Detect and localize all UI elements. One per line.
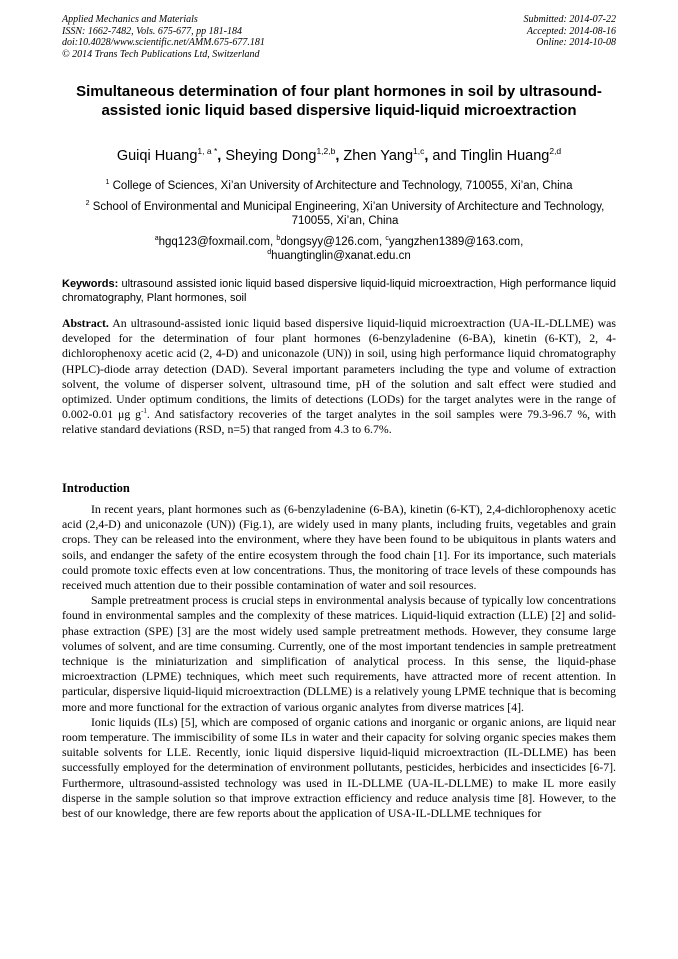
abstract-section [62,316,616,438]
email-address[interactable]: hgq123@foxmail.com [158,236,271,248]
online-date: Online: 2014-10-08 [536,37,616,48]
author-superscript: 1,2,b [316,146,336,156]
author-and: and [432,148,457,164]
email-address[interactable]: dongsyy@126.com [280,236,379,248]
abstract-text: An ultrasound-assisted ionic liquid based dispersive liquid-liquid microextraction (UA-IL-DLLME) was developed for the determination of four plant hormones (6-benzyladenine (6-BA), kinetin (6-KT), 2, 4-dichlorophenoxy acetic acid (2, 4-D) and uniconazole (UN)) in soil, using high performance liquid chromatography (HPLC)-diode array detection (DAD). Several important parameters including the type and volume of extraction solvent, the volume of disperser solvent, ultrasound time, pH of the solution and salt effect were studied and optimized. Under optimum conditions, the limits of detections (LODs) for the target analytes were in the range of 0.002-0.01 μg g [62,316,616,422]
author-name: Zhen Yang [343,148,414,164]
intro-paragraph: Sample pretreatment process is crucial steps in environmental analysis because of typically low concentrations found in environmental samples and the complexity of these matrices. Liquid-liquid extraction (LLE) [2] and solid-phase extraction (SPE) [3] are the most widely used sample pretreatment methods. However, they consume large volumes of solvent, and are time consuming. Currently, one of the most important tendencies in sample pretreatment technique is the miniaturization and simplification of analytical process. In this sense, the liquid-phase microextraction (LPME) techniques, which meet such requirements, have attracted more of recent attention. In particular, dispersive liquid-liquid microextraction (DLLME) is a relatively young LPME technique that is becoming more and more functional for the extraction of various organic analytes from diverse matrices [4]. [62,593,616,714]
affiliation-superscript: 1 [105,179,110,186]
issn-line: ISSN: 1662-7482, Vols. 675-677, pp 181-184 [62,25,242,37]
email-superscript: b [276,235,281,242]
intro-paragraph: Ionic liquids (ILs) [5], which are composed of organic cations and inorganic or organic anions, are liquid near room temperature. The immiscibility of some ILs in water and their capacity for solving organic species makes them suitable solvents for LLE. Recently, ionic liquid dispersive liquid-liquid microextraction (IL-DLLME) has been successfully employed for the determination of environment pollutants, pesticides, herbicides and insecticides [6-7]. Furthermore, ultrasound-assisted technology was used in IL-DLLME (UA-IL-DLLME) to make IL more easily disperse in the sample solution so that improve extraction efficiency and reduce analysis time [8]. However, to the best of our knowledge, there are few reports about the application of USA-IL-DLLME techniques for [62,714,616,821]
affiliation-1 [62,179,616,193]
author-name: Guiqi Huang [116,148,198,164]
author-name: Sheying Dong [225,148,317,164]
email-list: $^a$hgq123@foxmail.com, $^b$dongsyy@126.com, $^c$yangzhen1389@163.com, $^d$huangtinglin@xanat.edu.cn [154,235,524,262]
introduction-body [62,502,616,821]
keywords-label: Keywords: [62,278,119,290]
journal-header-right [524,14,617,49]
author-superscript: 1,c [413,146,425,156]
journal-name: Applied Mechanics and Materials [62,14,198,25]
section-heading-introduction: Introduction [62,481,130,495]
accepted-date: Accepted: 2014-08-16 [526,25,616,37]
author-superscript: 2,d [549,146,562,156]
journal-header-left [62,14,265,60]
abstract-superscript: -1 [141,407,147,416]
submitted-date: Submitted: 2014-07-22 [523,14,616,25]
abstract-text-end: . And satisfactory recoveries of the target analytes in the soil samples were 79.3-96.7 %, with relative standard deviations (RSD, n=5) that ranged from 4.3 to 6.7%. [62,407,616,437]
keywords-text: ultrasound assisted ionic liquid based dispersive liquid-liquid microextraction, High performance liquid chromatography, Plant hormones, soil [62,278,616,304]
affiliation-superscript: 2 [85,200,90,207]
email-address[interactable]: huangtinglin@xanat.edu.cn [271,250,411,262]
email-superscript: c [385,235,389,242]
copyright-line: © 2014 Trans Tech Publications Ltd, Switzerland [62,48,260,60]
email-superscript: d [267,249,272,256]
paper-title: Simultaneous determination of four plant hormones in soil by ultrasound-assisted ionic liquid based dispersive liquid-liquid microextraction [76,83,602,119]
intro-paragraph: In recent years, plant hormones such as (6-benzyladenine (6-BA), kinetin (6-KT), 2,4-dichlorophenoxy acetic acid (2,4-D) and uniconazole (UN)) (Fig.1), are widely used in many plants, including fruits, vegetables and grain crops. They can be released into the environment, where they have been found to be ubiquitous in plants waters and soils, and endanger the safety of the entire ecosystem through the food chain [1]. For its importance, such materials could promote toxic effects even at low concentrations. Thus, the monitoring of trace levels of these compounds has received much attention due to their possible contamination of water and soil resources. [62,502,616,593]
email-superscript: a [154,235,159,242]
doi-line[interactable]: doi:10.4028/www.scientific.net/AMM.675-677.181 [62,37,265,48]
keywords-section [62,278,616,305]
author-superscript: 1, a * [197,146,218,156]
affiliation-text: College of Sciences, Xi’an University of Architecture and Technology, 710055, Xi’an, China [112,180,573,192]
author-list: Guiqi Huang$^{1, a *}$, Sheying Dong$^{1,2,b}$, Zhen Yang$^{1,c}$, and Tinglin Huang$^{2,d}$ [116,146,562,164]
abstract-label: Abstract. [62,316,109,330]
email-address[interactable]: yangzhen1389@163.com [388,236,521,248]
affiliation-2 [80,200,610,228]
author-name: Tinglin Huang [460,148,550,164]
affiliation-text: School of Environmental and Municipal Engineering, Xi’an University of Architecture and Technology, 710055, Xi’an, China [92,201,605,227]
